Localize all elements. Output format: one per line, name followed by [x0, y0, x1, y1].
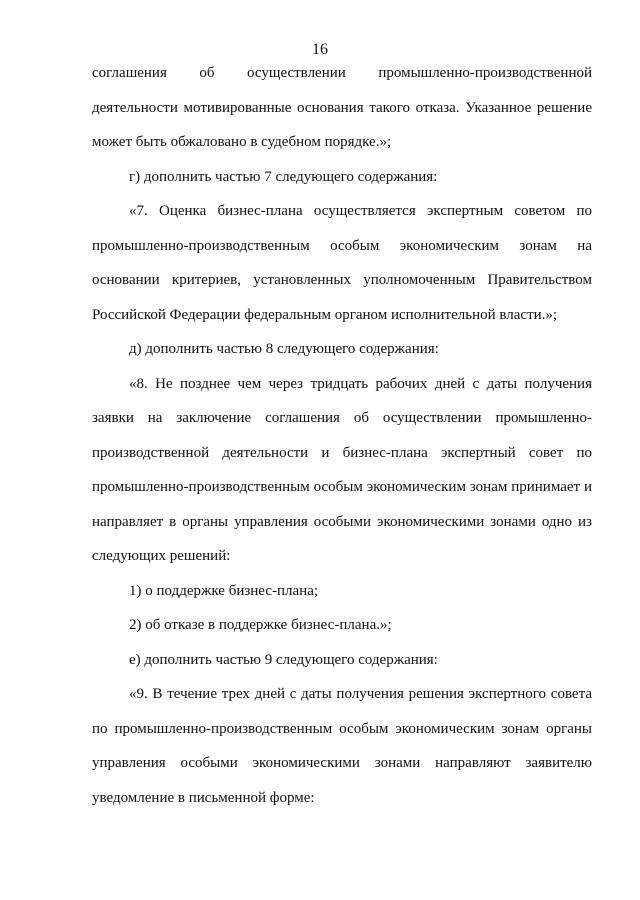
- paragraph-line: управления особыми экономическими зонами направляют заявителю: [92, 755, 592, 771]
- paragraph-line: «9. В течение трех дней с даты получения решения экспертного совета: [129, 686, 592, 702]
- paragraph-line: 1) о поддержке бизнес-плана;: [129, 582, 319, 599]
- paragraph-line: следующих решений:: [92, 548, 231, 564]
- paragraph-line: производственной деятельности и бизнес-плана экспертный совет по: [92, 444, 592, 461]
- paragraph-line: направляет в органы управления особыми экономическими зонами одно из: [92, 513, 592, 530]
- paragraph-line: по промышленно-производственным особым экономическим зонам органы: [92, 720, 592, 737]
- paragraph-line: промышленно-производственным особым экономическим зонам принимает и: [92, 479, 592, 495]
- paragraph-line: заявки на заключение соглашения об осуществлении промышленно-: [92, 410, 592, 426]
- document-body: [92, 56, 592, 815]
- paragraph-line: Российской Федерации федеральным органом исполнительной власти.»;: [92, 306, 558, 323]
- paragraph-line: е) дополнить частью 9 следующего содержания:: [129, 651, 438, 668]
- paragraph-line: основании критериев, установленных уполномоченным Правительством: [92, 272, 592, 288]
- paragraph-line: уведомление в письменной форме:: [92, 789, 315, 806]
- paragraph-line: деятельности мотивированные основания такого отказа. Указанное решение: [92, 99, 592, 116]
- paragraph-line: 2) об отказе в поддержке бизнес-плана.»;: [129, 617, 392, 633]
- paragraph-line: г) дополнить частью 7 следующего содержания:: [129, 168, 438, 185]
- paragraph-line: д) дополнить частью 8 следующего содержания:: [129, 341, 439, 357]
- paragraph-line: может быть обжаловано в судебном порядке.»;: [92, 134, 392, 150]
- page-number: 16: [312, 41, 328, 58]
- paragraph-line: соглашения об осуществлении промышленно-производственной: [92, 65, 592, 81]
- paragraph-line: промышленно-производственным особым экономическим зонам на: [92, 237, 592, 254]
- paragraph-line: «8. Не позднее чем через тридцать рабочих дней с даты получения: [129, 375, 592, 392]
- paragraph-line: «7. Оценка бизнес-плана осуществляется экспертным советом по: [129, 203, 592, 219]
